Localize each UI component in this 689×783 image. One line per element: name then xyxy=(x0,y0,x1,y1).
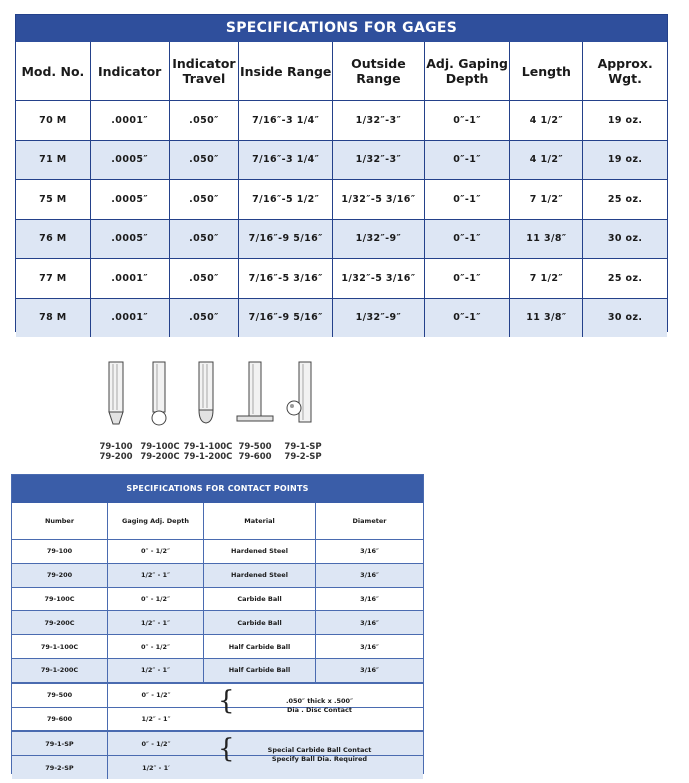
cell-material: Hardened Steel xyxy=(204,564,316,587)
table-row xyxy=(12,610,423,634)
gages-spec-table xyxy=(15,14,668,332)
cell-travel: .050″ xyxy=(170,180,240,219)
cell-travel: .050″ xyxy=(170,141,240,180)
cell-material: Hardened Steel xyxy=(204,540,316,563)
col-header-diameter: Diameter xyxy=(352,517,387,525)
table-row xyxy=(12,634,423,658)
figure-label: 79-100C 79-200C xyxy=(140,442,180,462)
col-header-gaging-depth: Gaging Adj. Depth xyxy=(108,503,204,539)
cell-length: 11 3/8″ xyxy=(510,220,583,259)
col-header-indicator: Indicator xyxy=(91,42,170,100)
cell-mod-no: 71 M xyxy=(16,141,91,180)
cell-length: 4 1/2″ xyxy=(510,101,583,140)
figure-label: 79-1-100C 79-1-200C xyxy=(183,442,233,462)
cell-number: 79-600 xyxy=(12,708,108,731)
table-row xyxy=(12,587,423,611)
gages-table-title: SPECIFICATIONS FOR GAGES xyxy=(16,15,667,42)
cell-outside-range: 1/32″-3″ xyxy=(333,141,425,180)
gages-header-row xyxy=(16,42,667,101)
table-row xyxy=(16,140,667,180)
cell-inside-range: 7/16″-3 1/4″ xyxy=(239,141,333,180)
table-row xyxy=(16,219,667,259)
special-ball-note: Special Carbide Ball Contact Specify Ball Dia. Required xyxy=(267,745,372,763)
cell-depth: 1/2″ - 1″ xyxy=(141,714,171,723)
special-ball-illustration xyxy=(285,360,315,430)
col-header-mod-no: Mod. No. xyxy=(16,42,91,100)
cell-material: Carbide Ball xyxy=(204,611,316,634)
table-row xyxy=(12,658,423,682)
table-row xyxy=(12,563,423,587)
cell-weight: 19 oz. xyxy=(607,114,643,126)
cell-mod-no: 76 M xyxy=(16,220,91,259)
cell-gaping-depth: 0″-1″ xyxy=(425,299,511,338)
cell-depth: 0″ - 1/2″ xyxy=(108,635,204,658)
cell-mod-no: 77 M xyxy=(16,259,91,298)
cell-travel: .050″ xyxy=(170,220,240,259)
cell-depth: 0″ - 1/2″ xyxy=(141,691,171,700)
special-ball-group xyxy=(12,730,423,779)
cell-length: 7 1/2″ xyxy=(510,259,583,298)
cell-number: 79-1-SP xyxy=(12,732,108,755)
cell-length: 7 1/2″ xyxy=(510,180,583,219)
cell-outside-range: 1/32″-5 3/16″ xyxy=(333,259,425,298)
cell-outside-range: 1/32″-3″ xyxy=(333,101,425,140)
table-row xyxy=(16,258,667,298)
cell-diameter: 3/16″ xyxy=(360,571,379,580)
cell-weight: 19 oz. xyxy=(607,154,643,166)
cell-material: Half Carbide Ball xyxy=(204,635,316,658)
cell-weight: 25 oz. xyxy=(607,193,643,205)
cell-outside-range: 1/32″-9″ xyxy=(333,299,425,338)
cell-number: 79-100 xyxy=(12,540,108,563)
cell-inside-range: 7/16″-9 5/16″ xyxy=(239,220,333,259)
cell-depth: 1/2″ - 1″ xyxy=(108,611,204,634)
col-header-indicator-travel: Indicator Travel xyxy=(170,42,240,100)
cell-travel: .050″ xyxy=(170,299,240,338)
cell-gaping-depth: 0″-1″ xyxy=(425,220,511,259)
cell-inside-range: 7/16″-5 1/2″ xyxy=(239,180,333,219)
cell-depth: 0″ - 1/2″ xyxy=(141,739,171,748)
half-carbide-ball-illustration xyxy=(195,360,217,430)
cell-diameter: 3/16″ xyxy=(360,666,379,675)
disc-contact-group xyxy=(12,682,423,731)
cell-depth: 0″ - 1/2″ xyxy=(108,588,204,611)
cell-gaping-depth: 0″-1″ xyxy=(425,101,511,140)
cell-diameter: 3/16″ xyxy=(360,618,379,627)
contact-points-header-row xyxy=(12,503,423,540)
cell-mod-no: 78 M xyxy=(16,299,91,338)
figure-label: 79-100 79-200 xyxy=(99,442,133,462)
cell-outside-range: 1/32″-9″ xyxy=(333,220,425,259)
contact-points-table-title: SPECIFICATIONS FOR CONTACT POINTS xyxy=(12,475,423,503)
brace-glyph: { xyxy=(218,734,235,765)
cell-inside-range: 7/16″-9 5/16″ xyxy=(239,299,333,338)
cell-mod-no: 75 M xyxy=(16,180,91,219)
tapered-point-illustration xyxy=(105,360,127,430)
cell-inside-range: 7/16″-3 1/4″ xyxy=(239,101,333,140)
cell-number: 79-1-100C xyxy=(12,635,108,658)
table-row xyxy=(16,298,667,338)
col-header-approx-wgt: Approx. Wgt. xyxy=(597,56,653,86)
brace-glyph: { xyxy=(218,685,235,716)
col-header-adj-gaping-depth: Adj. Gaping Depth xyxy=(425,42,511,100)
gages-body xyxy=(16,101,667,337)
cell-gaping-depth: 0″-1″ xyxy=(425,180,511,219)
cell-weight: 25 oz. xyxy=(607,272,643,284)
contact-points-illustration xyxy=(95,360,335,470)
carbide-ball-illustration xyxy=(148,360,170,430)
cell-indicator: .0001″ xyxy=(91,101,170,140)
col-header-outside-range: Outside Range xyxy=(333,42,425,100)
cell-travel: .050″ xyxy=(170,259,240,298)
cell-number: 79-2-SP xyxy=(12,756,108,779)
cell-depth: 1/2″ - 1″ xyxy=(108,659,204,682)
cell-indicator: .0005″ xyxy=(91,180,170,219)
cell-outside-range: 1/32″-5 3/16″ xyxy=(333,180,425,219)
cell-indicator: .0001″ xyxy=(91,259,170,298)
cell-weight: 30 oz. xyxy=(607,312,643,324)
disc-contact-illustration xyxy=(235,360,275,430)
contact-points-spec-table xyxy=(11,474,424,774)
cell-depth: 1/2″ - 1′ xyxy=(142,763,170,772)
cell-material: Carbide Ball xyxy=(204,588,316,611)
cell-number: 79-100C xyxy=(12,588,108,611)
cell-diameter: 3/16″ xyxy=(360,594,379,603)
cell-indicator: .0005″ xyxy=(91,220,170,259)
cell-number: 79-500 xyxy=(12,684,108,707)
cell-diameter: 3/16″ xyxy=(360,547,379,556)
table-row xyxy=(12,540,423,563)
cell-length: 4 1/2″ xyxy=(510,141,583,180)
cell-weight: 30 oz. xyxy=(607,233,643,245)
col-header-length: Length xyxy=(510,42,583,100)
cell-indicator: .0005″ xyxy=(91,141,170,180)
col-header-inside-range: Inside Range xyxy=(239,42,333,100)
col-header-number: Number xyxy=(12,503,108,539)
cell-travel: .050″ xyxy=(170,101,240,140)
cell-number: 79-1-200C xyxy=(12,659,108,682)
figure-label: 79-500 79-600 xyxy=(238,442,272,462)
figure-label: 79-1-SP 79-2-SP xyxy=(284,442,322,462)
cell-diameter: 3/16″ xyxy=(360,642,379,651)
col-header-material: Material xyxy=(204,503,316,539)
table-row xyxy=(16,101,667,140)
cell-number: 79-200 xyxy=(12,564,108,587)
cell-inside-range: 7/16″-5 3/16″ xyxy=(239,259,333,298)
table-row xyxy=(16,179,667,219)
disc-contact-note: .050″ thick x .500″ Dia . Disc Contact xyxy=(285,697,353,715)
cell-mod-no: 70 M xyxy=(16,101,91,140)
cell-depth: 0″ - 1/2″ xyxy=(108,540,204,563)
cell-length: 11 3/8″ xyxy=(510,299,583,338)
cell-number: 79-200C xyxy=(12,611,108,634)
cell-depth: 1/2″ - 1″ xyxy=(108,564,204,587)
cell-indicator: .0001″ xyxy=(91,299,170,338)
cell-gaping-depth: 0″-1″ xyxy=(425,259,511,298)
cell-gaping-depth: 0″-1″ xyxy=(425,141,511,180)
cell-material: Half Carbide Ball xyxy=(204,659,316,682)
